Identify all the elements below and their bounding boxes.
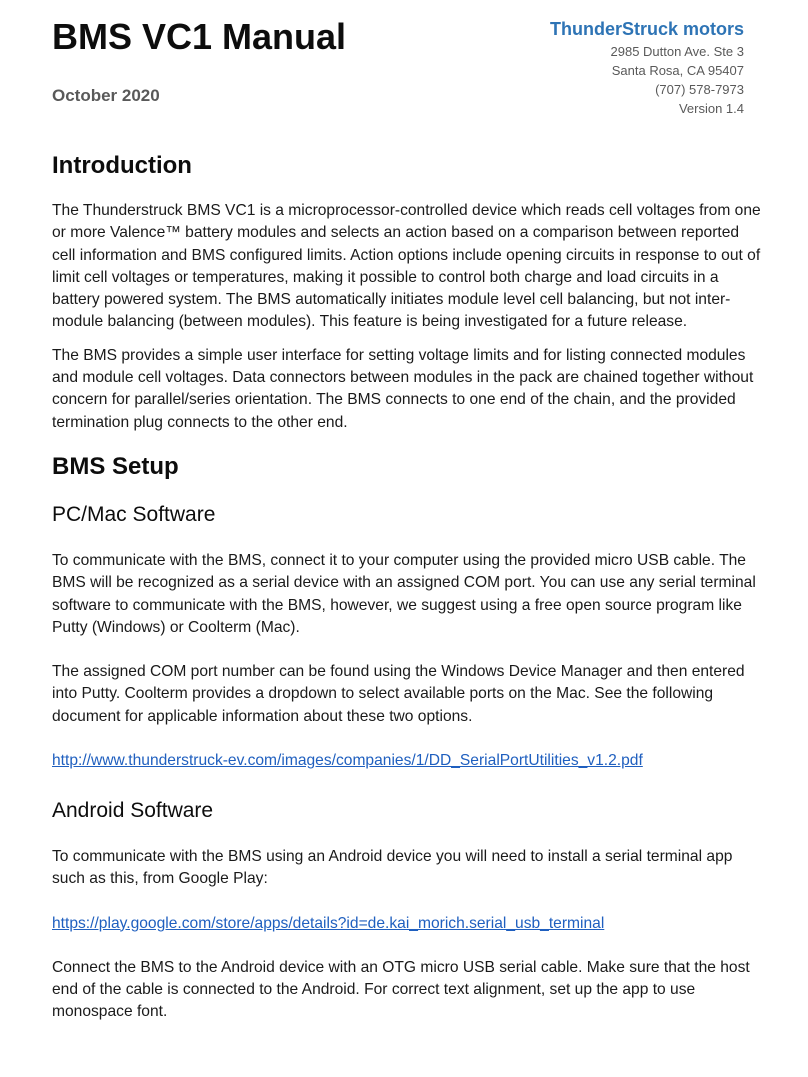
company-phone: (707) 578-7973 — [655, 82, 744, 97]
section-heading-introduction: Introduction — [52, 152, 192, 179]
intro-paragraph-1: The Thunderstruck BMS VC1 is a microprocessor-controlled device which reads cell voltages from one or more Valence™ battery modules and selects an action based on a comparison between reported cell information and BMS configured limits. Action options include opening circuits in response to out of limit cell voltages or temperatures, making it possible to control both charge and load circuits in a battery powered system. The BMS automatically initiates module level cell balancing, but not inter-module balancing (between modules). This feature is being investigated for a future release. — [52, 202, 761, 331]
pc-link-row — [52, 750, 764, 772]
android-paragraph-2: Connect the BMS to the Android device with an OTG micro USB serial cable. Make sure that the host end of the cable is connected to the Android. For correct text alignment, set up the app to use monospace font. — [52, 958, 750, 1021]
pc-paragraph-2: The assigned COM port number can be found using the Windows Device Manager and then entered into Putty. Coolterm provides a dropdown to select available ports on the Mac. See the following document for applicable information about these two options. — [52, 663, 745, 725]
subsection-heading-android: Android Software — [52, 799, 214, 823]
document-title: BMS VC1 Manual — [52, 16, 347, 57]
company-address-line2: Santa Rosa, CA 95407 — [611, 63, 744, 78]
document-date: October 2020 — [52, 86, 160, 105]
company-name: ThunderStruck motors — [549, 19, 744, 39]
company-block — [550, 16, 744, 118]
serial-port-utilities-link[interactable]: http://www.thunderstruck-ev.com/images/companies/1/DD_SerialPortUtilities_v1.2.pdf — [52, 752, 643, 770]
subsection-heading-pc-mac: PC/Mac Software — [52, 502, 216, 526]
android-paragraph-1: To communicate with the BMS using an Android device you will need to install a serial terminal app such as this, from Google Play: — [52, 848, 733, 888]
android-link-row — [52, 913, 764, 935]
intro-paragraph-2: The BMS provides a simple user interface for setting voltage limits and for listing connected modules and module cell voltages. Data connectors between modules in the pack are chained together without concern for parallel/series orientation. The BMS connects to one end of the chain, and the provided termination plug connects to the other end. — [52, 346, 754, 431]
document-body — [52, 146, 764, 1024]
document-version: Version 1.4 — [678, 101, 744, 116]
company-address-line1: 2985 Dutton Ave. Ste 3 — [610, 44, 744, 59]
pc-paragraph-1: To communicate with the BMS, connect it to your computer using the provided micro USB cable. The BMS will be recognized as a serial device with an assigned COM port. You can use any serial terminal software to communicate with the BMS, however, we suggest using a free open source program like Putty (Windows) or Coolterm (Mac). — [52, 551, 756, 636]
google-play-app-link[interactable]: https://play.google.com/store/apps/details?id=de.kai_morich.serial_usb_terminal — [52, 914, 605, 932]
section-heading-bms-setup: BMS Setup — [52, 452, 179, 480]
